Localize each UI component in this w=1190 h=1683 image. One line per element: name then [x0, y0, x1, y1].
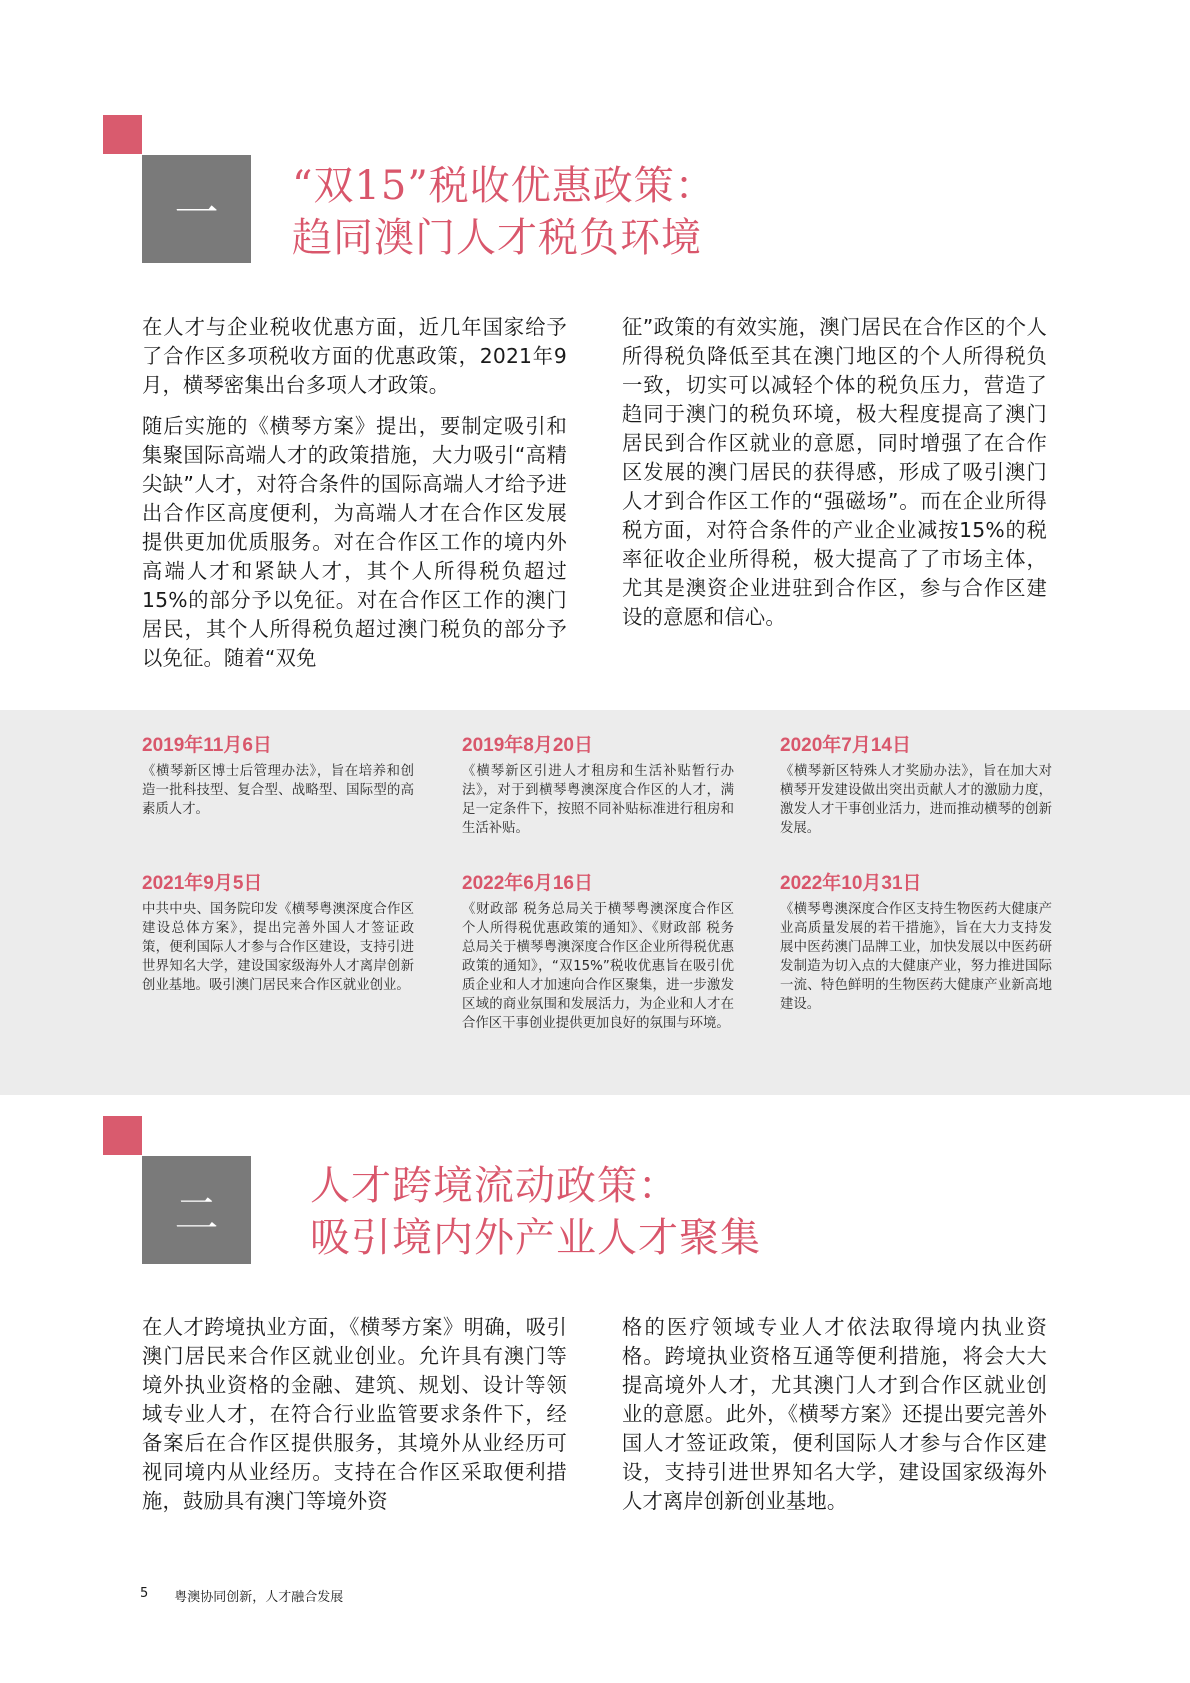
timeline-item: [780, 872, 1052, 1014]
timeline-date: 2021年9月5日: [142, 873, 263, 894]
publication-title: 粤澳协同创新，人才融合发展: [174, 1590, 344, 1605]
section-1-title-line-1: “双15”税收优惠政策：: [292, 163, 716, 209]
timeline-item: [462, 872, 734, 1033]
section-1-left-column: [142, 313, 567, 685]
timeline-description: 《横琴粤澳深度合作区支持生物医药大健康产业高质量发展的若干措施》，旨在大力支持发展中医药澳门品牌工业，加快发展以中医药研发制造为切入点的大健康产业，努力推进国际一流、特色鲜明的生物医药大健康产业新高地建设。: [780, 902, 1052, 1012]
section-1-right-column: [622, 313, 1047, 644]
section-2-title-line-1: 人才跨境流动政策：: [310, 1163, 679, 1209]
timeline-description: 《横琴新区引进人才租房和生活补贴暂行办法》，对于到横琴粤澳深度合作区的人才，满足一定条件下，按照不同补贴标准进行租房和生活补贴。: [462, 764, 734, 836]
section-2-accent-square: [103, 1116, 142, 1155]
section-2-number: 二: [174, 1189, 219, 1240]
timeline-date: 2020年7月14日: [780, 735, 911, 756]
timeline-item: [462, 734, 734, 838]
timeline-description: 《财政部 税务总局关于横琴粤澳深度合作区个人所得税优惠政策的通知》、《财政部 税务总局关于横琴粤澳深度合作区企业所得税优惠政策的通知》，“双15%”税收优惠旨在吸引优质企业和人才加速向合作区聚集，进一步激发区域的商业氛围和发展活力，为企业和人才在合作区干事创业提供更加良好的氛围与环境。: [462, 902, 734, 1031]
section-1-title-line-2: 趋同澳门人才税负环境: [292, 215, 702, 261]
timeline-item: [142, 734, 414, 819]
section-1-paragraph-2: 随后实施的《横琴方案》提出，要制定吸引和集聚国际高端人才的政策措施，大力吸引“高精尖缺”人才，对符合条件的国际高端人才给予进出合作区高度便利，为高端人才在合作区发展提供更加优质服务。对在合作区工作的境内外高端人才和紧缺人才，其个人所得税负超过15%的部分予以免征。对在合作区工作的澳门居民，其个人所得税负超过澳门税负的部分予以免征。随着“双免: [142, 414, 567, 670]
section-2-paragraph-1: 在人才跨境执业方面，《横琴方案》明确，吸引澳门居民来合作区就业创业。允许具有澳门等境外执业资格的金融、建筑、规划、设计等领域专业人才，在符合行业监管要求条件下，经备案后在合作区提供服务，其境外从业经历可视同境内从业经历。支持在合作区采取便利措施，鼓励具有澳门等境外资: [142, 1315, 567, 1513]
section-2-paragraph-2: 格的医疗领域专业人才依法取得境内执业资格。跨境执业资格互通等便利措施，将会大大提高境外人才，尤其澳门人才到合作区就业创业的意愿。此外，《横琴方案》还提出要完善外国人才签证政策，便利国际人才参与合作区建设，支持引进世界知名大学，建设国家级海外人才离岸创新创业基地。: [622, 1315, 1047, 1513]
timeline-description: 中共中央、国务院印发《横琴粤澳深度合作区建设总体方案》，提出完善外国人才签证政策，便利国际人才参与合作区建设，支持引进世界知名大学，建设国家级海外人才离岸创新创业基地。吸引澳门居民来合作区就业创业。: [142, 902, 414, 993]
timeline-date: 2019年8月20日: [462, 735, 593, 756]
timeline-date: 2022年6月16日: [462, 873, 593, 894]
timeline-item: [780, 734, 1052, 838]
timeline-description: 《横琴新区特殊人才奖励办法》，旨在加大对横琴开发建设做出突出贡献人才的激励力度，激发人才干事创业活力，进而推动横琴的创新发展。: [780, 764, 1052, 836]
section-1-paragraph-3: 征”政策的有效实施，澳门居民在合作区的个人所得税负降低至其在澳门地区的个人所得税负一致，切实可以减轻个体的税负压力，营造了趋同于澳门的税负环境，极大程度提高了澳门居民到合作区就业的意愿，同时增强了在合作区发展的澳门居民的获得感，形成了吸引澳门人才到合作区工作的“强磁场”。而在企业所得税方面，对符合条件的产业企业减按15%的税率征收企业所得税，极大提高了了市场主体，尤其是澳资企业进驻到合作区，参与合作区建设的意愿和信心。: [622, 315, 1047, 629]
policy-timeline: [0, 710, 1190, 1095]
section-2-number-box: [142, 1156, 251, 1264]
timeline-date: 2019年11月6日: [142, 735, 272, 756]
timeline-date: 2022年10月31日: [780, 873, 922, 894]
section-1-accent-square: [103, 115, 142, 154]
timeline-description: 《横琴新区博士后管理办法》，旨在培养和创造一批科技型、复合型、战略型、国际型的高素质人才。: [142, 764, 414, 817]
timeline-item: [142, 872, 414, 995]
section-2-title: [310, 1160, 761, 1264]
section-1-number: 一: [174, 188, 219, 239]
section-2-left-column: [142, 1313, 567, 1528]
page-footer: [140, 1586, 343, 1605]
section-1-paragraph-1: 在人才与企业税收优惠方面，近几年国家给予了合作区多项税收方面的优惠政策，2021年9月，横琴密集出台多项人才政策。: [142, 315, 567, 397]
section-1-number-box: [142, 155, 251, 263]
page-number: 5: [140, 1586, 149, 1601]
section-2-right-column: [622, 1313, 1047, 1528]
section-1-title: [292, 160, 716, 264]
section-2-title-line-2: 吸引境内外产业人才聚集: [310, 1215, 761, 1261]
